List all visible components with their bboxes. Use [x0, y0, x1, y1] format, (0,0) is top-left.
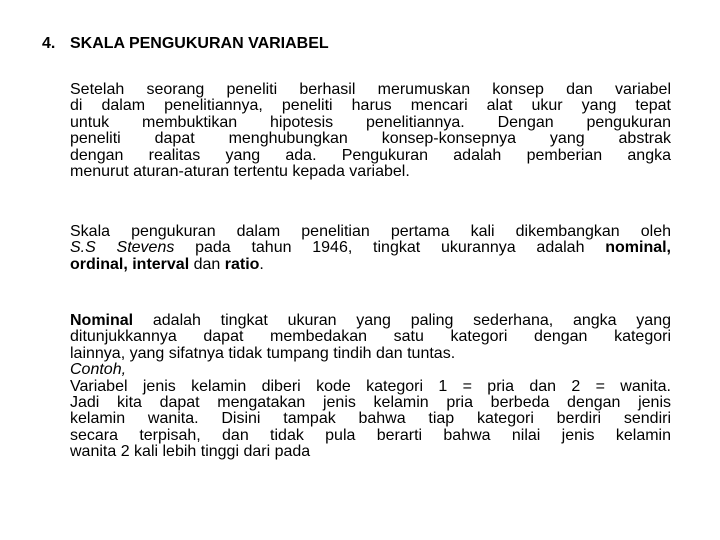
text-line: di dalam penelitiannya, peneliti harus mencari alat ukur yang tepat	[70, 97, 671, 115]
term-interval: interval	[132, 255, 190, 273]
text-fragment: dan	[189, 255, 225, 273]
text-line: peneliti dapat menghubungkan konsep-konsepnya yang abstrak	[70, 130, 671, 148]
text-line	[70, 240, 671, 256]
paragraph-nominal	[70, 313, 671, 461]
text-line: Setelah seorang peneliti berhasil merumuskan konsep dan variabel	[70, 81, 671, 98]
term-nominal: nominal,	[605, 239, 671, 257]
stevens-name: S.S Stevens	[70, 239, 175, 257]
text-line: untuk membuktikan hipotesis penelitiannya. Dengan pengukuran	[70, 113, 671, 131]
text-line: menurut aturan-aturan tertentu kepada variabel.	[70, 163, 410, 181]
text-line: lainnya, yang sifatnya tidak tumpang tindih dan tuntas.	[70, 344, 456, 362]
term-ordinal: ordinal,	[70, 255, 128, 273]
text-line	[70, 313, 671, 329]
section-number: 4.	[42, 35, 56, 52]
text-line: Skala pengukuran dalam penelitian pertama kali dikembangkan oleh	[70, 223, 671, 240]
term-nominal-heading: Nominal	[70, 312, 134, 329]
term-ratio: ratio	[224, 255, 260, 273]
text-line: kelamin wanita. Disini tampak bahwa tiap kategori berdiri sendiri	[70, 410, 671, 428]
text-line: dengan realitas yang ada. Pengukuran adalah pemberian angka	[70, 146, 671, 164]
text-fragment: adalah tingkat ukuran yang paling sederhana, angka yang	[133, 312, 671, 329]
text-line	[70, 257, 671, 273]
paragraph-stevens	[70, 224, 671, 273]
text-fragment: pada tahun 1946, tingkat ukurannya adalah	[174, 239, 606, 257]
section-title: SKALA PENGUKURAN VARIABEL	[70, 35, 329, 52]
example-label: Contoh,	[70, 361, 127, 379]
text-line: ditunjukkannya dapat membedakan satu kategori dengan kategori	[70, 328, 671, 346]
section-heading	[42, 34, 329, 54]
text-line: secara terpisah, dan tidak pula berarti bahwa nilai jenis kelamin	[70, 426, 671, 444]
text-fragment: .	[259, 255, 264, 273]
text-line: Jadi kita dapat mengatakan jenis kelamin pria berbeda dengan jenis	[70, 394, 671, 412]
text-line: Variabel jenis kelamin diberi kode kategori 1 = pria dan 2 = wanita.	[70, 377, 671, 395]
text-line: wanita 2 kali lebih tinggi dari pada	[70, 443, 311, 461]
paragraph-introduction	[70, 82, 671, 180]
